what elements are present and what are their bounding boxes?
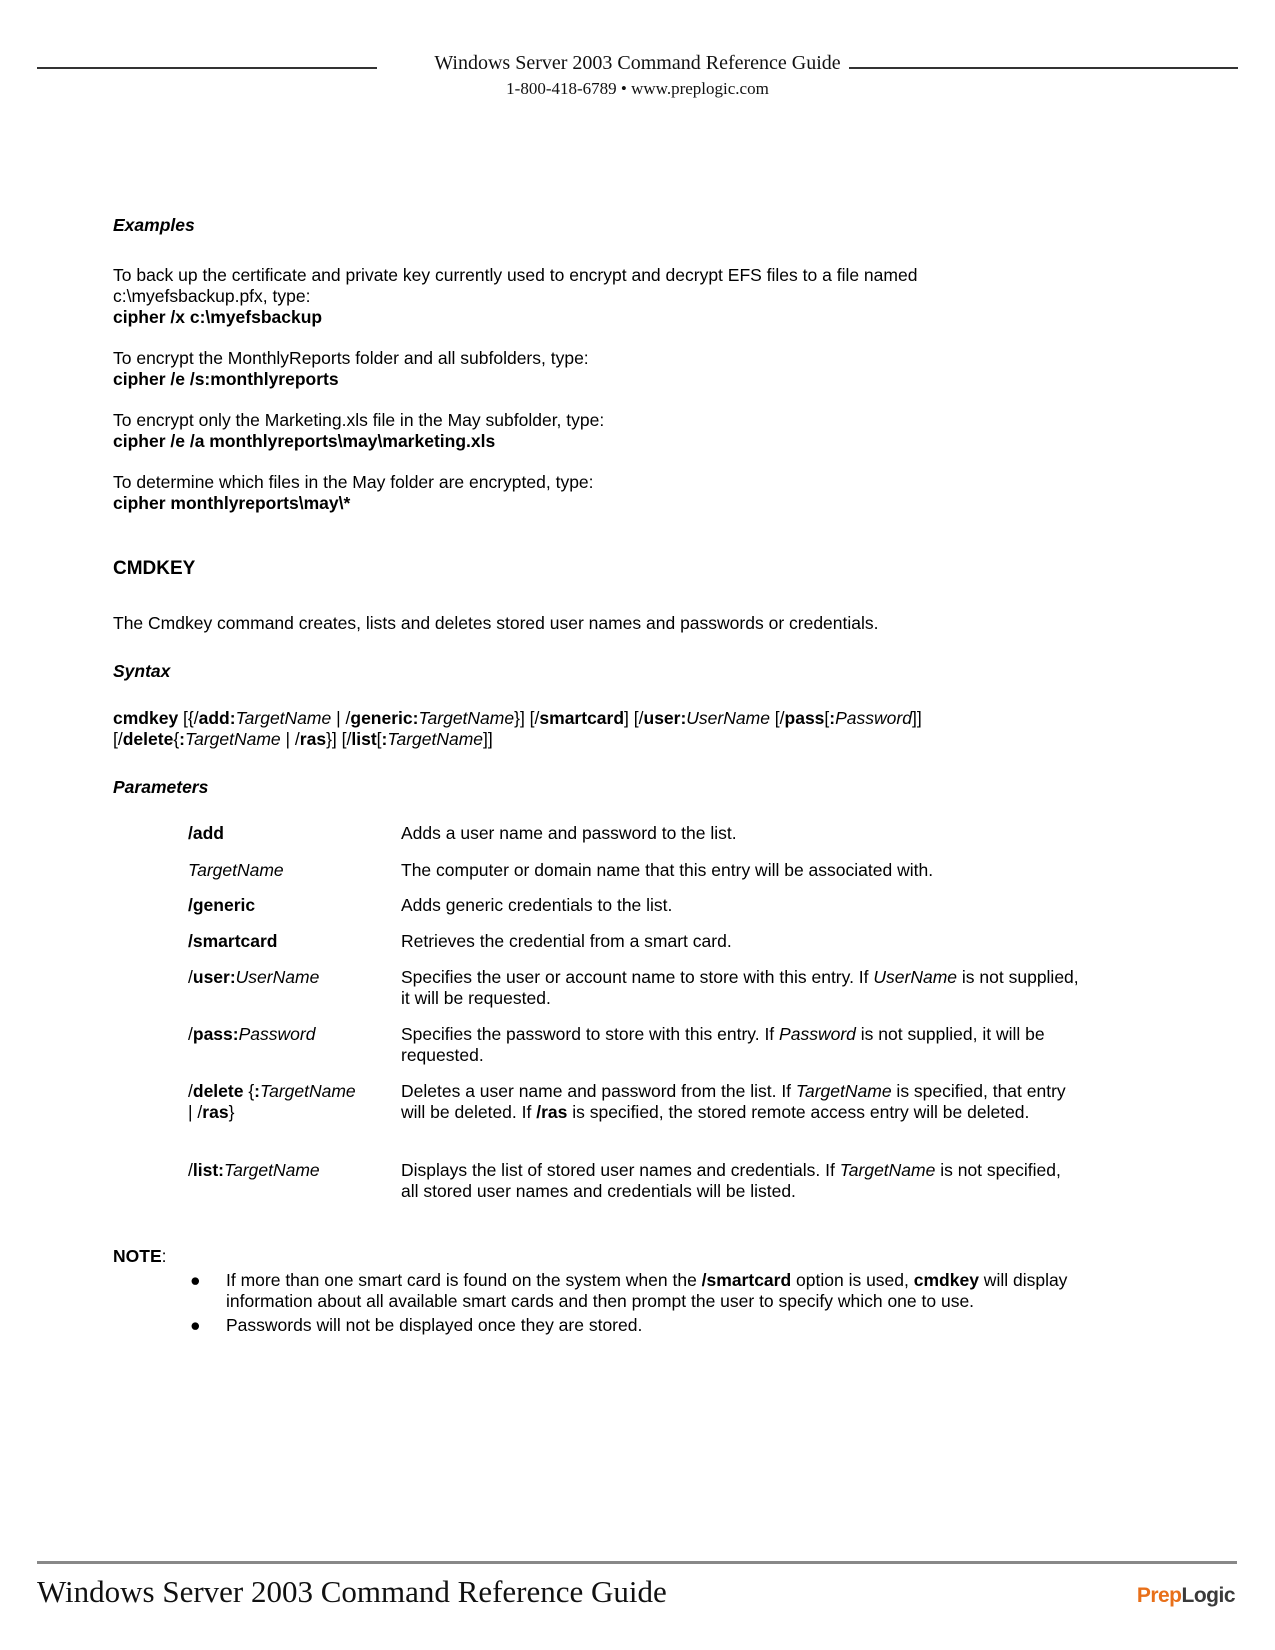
example-command: cipher /e /a monthlyreports\may\marketing.xls <box>113 431 496 451</box>
header-contact: 1-800-418-6789 • www.preplogic.com <box>506 79 769 98</box>
syntax-line-1: cmdkey [{/add:TargetName | /generic:TargetName}] [/smartcard] [/user:UserName [/pass[:Password]] <box>113 708 922 728</box>
example-2 <box>113 348 1113 390</box>
example-command: cipher monthlyreports\may\* <box>113 493 351 513</box>
example-command: cipher /e /s:monthlyreports <box>113 369 339 389</box>
section-title: CMDKEY <box>113 558 196 579</box>
example-desc: To encrypt the MonthlyReports folder and all subfolders, type: <box>113 348 589 368</box>
param-name: /smartcard <box>188 931 278 951</box>
example-4 <box>113 472 1113 514</box>
note-item: ● If more than one smart card is found on the system when the /smartcard option is used, cmdkey will display information about all available smart cards and then prompt the user to specify which one to use. <box>190 1270 1068 1311</box>
param-desc: Adds a user name and password to the list. <box>401 823 737 843</box>
footer-rule <box>37 1561 1237 1564</box>
param-name: /user:UserName <box>188 967 320 987</box>
note-item: ● Passwords will not be displayed once they are stored. <box>190 1315 643 1335</box>
note-label: NOTE: <box>113 1246 167 1266</box>
header-title: Windows Server 2003 Command Reference Guide <box>0 52 1275 75</box>
footer-title: Windows Server 2003 Command Reference Guide <box>37 1574 667 1609</box>
preplogic-logo: PrepLogic <box>1136 1584 1235 1607</box>
param-desc: Displays the list of stored user names and credentials. If TargetName is not specified, all stored user names and credentials will be listed. <box>401 1160 1061 1201</box>
section-description: The Cmdkey command creates, lists and deletes stored user names and passwords or credentials. <box>113 613 879 633</box>
examples-heading: Examples <box>113 215 195 235</box>
param-name: /add <box>188 823 224 843</box>
param-desc: Specifies the password to store with this entry. If Password is not supplied, it will be requested. <box>401 1024 1045 1065</box>
param-name: /generic <box>188 895 256 915</box>
param-desc: Specifies the user or account name to store with this entry. If UserName is not supplied, it will be requested. <box>401 967 1079 1008</box>
syntax-heading: Syntax <box>113 661 171 681</box>
param-desc: The computer or domain name that this entry will be associated with. <box>401 860 934 880</box>
param-name: /list:TargetName <box>188 1160 320 1180</box>
param-name: /delete {:TargetName | /ras} <box>188 1081 356 1122</box>
syntax-block <box>113 708 1113 750</box>
example-command: cipher /x c:\myefsbackup <box>113 307 323 327</box>
note-list <box>188 1270 1088 1336</box>
example-desc: To back up the certificate and private key currently used to encrypt and decrypt EFS files to a file named c:\myefsbackup.pfx, type: <box>113 265 918 306</box>
param-name: TargetName <box>188 860 284 880</box>
syntax-line-2: [/delete{:TargetName | /ras}] [/list[:TargetName]] <box>113 729 493 749</box>
bullet-icon: ● <box>190 1270 201 1290</box>
param-name: /pass:Password <box>188 1024 316 1044</box>
example-desc: To determine which files in the May folder are encrypted, type: <box>113 472 594 492</box>
bullet-icon: ● <box>190 1315 201 1335</box>
parameters-heading: Parameters <box>113 777 209 797</box>
example-1 <box>113 265 1113 328</box>
param-desc: Adds generic credentials to the list. <box>401 895 673 915</box>
param-desc: Retrieves the credential from a smart card. <box>401 931 732 951</box>
param-desc: Deletes a user name and password from the list. If TargetName is specified, that entry will be deleted. If /ras is specified, the stored remote access entry will be deleted. <box>401 1081 1066 1122</box>
example-3 <box>113 410 1113 452</box>
example-desc: To encrypt only the Marketing.xls file in the May subfolder, type: <box>113 410 605 430</box>
